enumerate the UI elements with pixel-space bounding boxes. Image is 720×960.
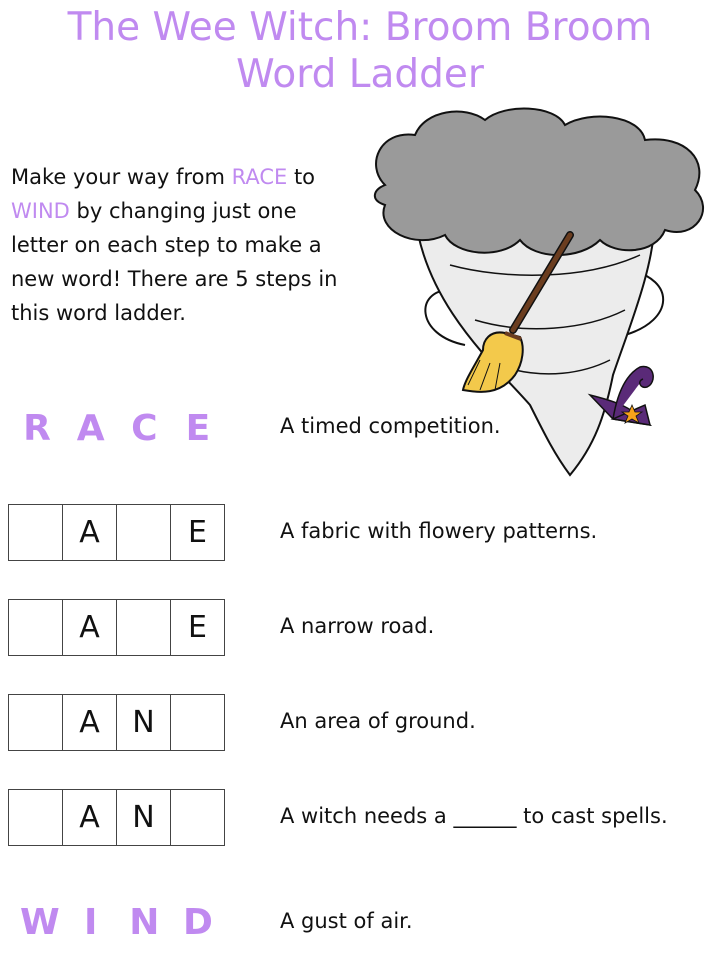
step-1-cell-2: A	[63, 505, 117, 560]
step-2-cell-4: E	[188, 610, 207, 645]
step-2-cell-2: A	[63, 600, 117, 655]
step-3-grid	[8, 694, 225, 751]
intro-text-1: Make your way from	[11, 165, 232, 189]
step-1-cell-3[interactable]	[117, 505, 171, 560]
step-2-clue: A narrow road.	[280, 614, 435, 638]
step-1-clue: A fabric with flowery patterns.	[280, 519, 598, 543]
start-letter-3: C	[131, 408, 158, 449]
step-4-cell-1[interactable]	[9, 790, 63, 845]
step-4-cell-4[interactable]	[171, 790, 224, 845]
step-3-cell-2: A	[63, 695, 117, 750]
title-line-2: Word Ladder	[236, 52, 484, 97]
title-line-1: The Wee Witch: Broom Broom	[67, 5, 653, 50]
end-letter-2: I	[83, 902, 98, 943]
step-2-cell-1[interactable]	[9, 600, 63, 655]
start-word-highlight: RACE	[231, 165, 288, 189]
start-word	[10, 408, 225, 449]
end-letter-1: W	[20, 902, 60, 943]
step-1-cell-1[interactable]	[9, 505, 63, 560]
page-title	[0, 4, 720, 98]
intro-text-2: to	[287, 165, 316, 189]
step-1-grid	[8, 504, 225, 561]
start-letter-4: E	[185, 408, 211, 449]
end-word-highlight: WIND	[11, 199, 70, 223]
step-4-clue: A witch needs a ______ to cast spells.	[280, 804, 668, 828]
step-4-grid	[8, 789, 225, 846]
step-4-cell-2: A	[63, 790, 117, 845]
end-word	[10, 902, 225, 943]
start-clue: A timed competition.	[280, 414, 501, 438]
step-3-clue: An area of ground.	[280, 709, 476, 733]
step-3-cell-4[interactable]	[171, 695, 224, 750]
start-letter-2: A	[76, 408, 105, 449]
end-letter-4: D	[183, 902, 213, 943]
step-2-grid	[8, 599, 225, 656]
end-letter-3: N	[129, 902, 160, 943]
instructions	[11, 160, 341, 330]
step-3-cell-3: N	[117, 695, 171, 750]
step-2-cell-3[interactable]	[117, 600, 171, 655]
end-clue: A gust of air.	[280, 909, 413, 933]
intro-text-3: by changing just one letter on each step to make a new word! There are 5 steps in this word ladder.	[11, 199, 338, 325]
start-letter-1: R	[23, 408, 51, 449]
step-4-cell-3: N	[117, 790, 171, 845]
step-1-cell-4: E	[188, 515, 207, 550]
step-3-cell-1[interactable]	[9, 695, 63, 750]
